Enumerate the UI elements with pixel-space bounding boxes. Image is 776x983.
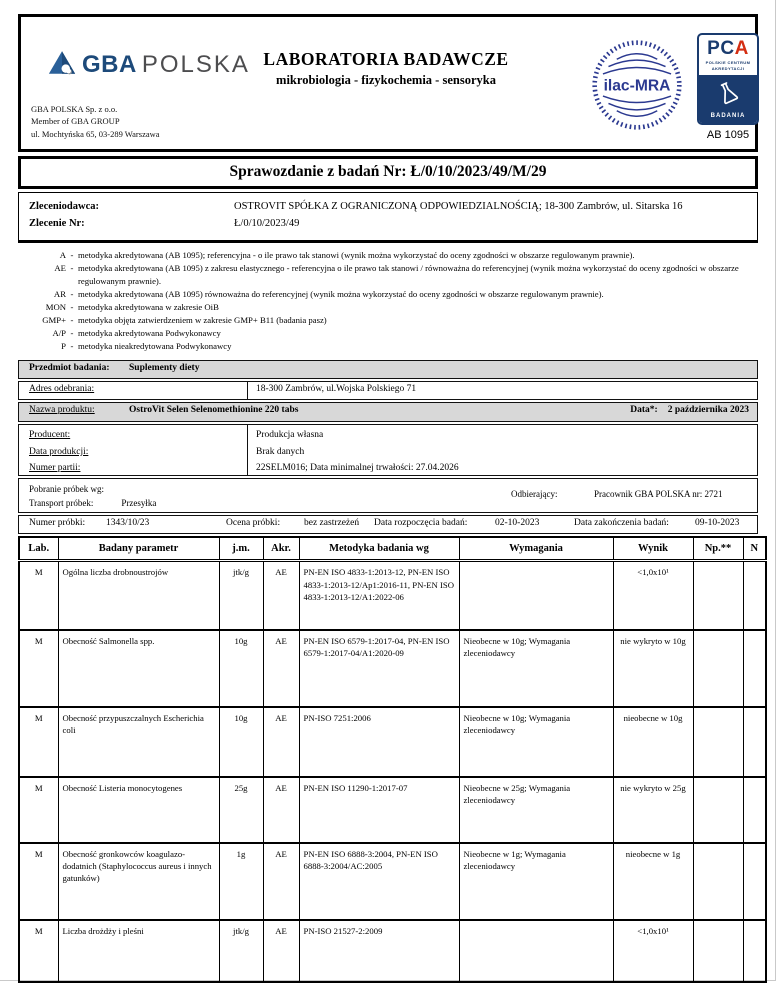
cell-req: Nieobecne w 1g; Wymagania zleceniodawcy	[459, 843, 613, 920]
producer-value: Produkcja własna	[256, 429, 324, 440]
cell-method: PN-EN ISO 4833-1:2013-12, PN-EN ISO 4833-1:2013-12/Ap1:2016-11, PN-EN ISO 4833-1:2013-12/A1:2022-06	[299, 561, 459, 630]
legend-line	[18, 340, 758, 353]
subject-row	[18, 360, 758, 379]
svg-text:ilac-MRA: ilac-MRA	[603, 77, 671, 95]
cell-n	[743, 843, 766, 920]
cell-req: Nieobecne w 10g; Wymagania zleceniodawcy	[459, 707, 613, 777]
pca-badania-panel	[699, 75, 757, 123]
legend-dash: -	[70, 249, 74, 260]
cell-result: nie wykryto w 10g	[613, 630, 693, 707]
cell-akr: AE	[263, 561, 299, 630]
legend-text: metodyka nieakredytowana Podwykonawcy	[78, 340, 232, 351]
cell-akr: AE	[263, 843, 299, 920]
company-line: ul. Mochtyńska 65, 03-289 Warszawa	[31, 128, 160, 139]
receiver-label: Odbierający:	[511, 488, 558, 499]
cell-result: nie wykryto w 25g	[613, 777, 693, 843]
legend-text: metodyka objęta zatwierdzeniem w zakresie GMP+ B11 (badania pasz)	[78, 314, 327, 325]
company-address	[31, 103, 160, 140]
methodology-legend	[18, 249, 758, 353]
production-date-label: Data produkcji:	[29, 446, 89, 457]
cell-np	[693, 561, 743, 630]
col-header-np: Np.**	[693, 537, 743, 561]
batch-label: Numer partii:	[29, 463, 81, 474]
cell-lab: M	[19, 630, 58, 707]
cell-method: PN-EN ISO 6579-1:2017-04, PN-EN ISO 6579-1:2017-04/A1:2020-09	[299, 630, 459, 707]
end-date-value: 09-10-2023	[695, 518, 740, 529]
report-title: Sprawozdanie z badań Nr: Ł/0/10/2023/49/M/29	[18, 156, 758, 189]
table-row	[19, 920, 766, 982]
ilac-mra-logo-icon	[591, 39, 683, 131]
legend-text: metodyka akredytowana (AB 1095) równoważna do referencyjnej (wynik można wykorzystać do oceny zgodności w obszarze regulowanym prawnie).	[78, 288, 604, 299]
production-date-value: Brak danych	[256, 446, 305, 457]
sample-number-row	[18, 515, 758, 534]
sample-no-label: Numer próbki:	[29, 518, 86, 529]
sampling-label: Pobranie próbek wg:	[29, 483, 104, 494]
cell-lab: M	[19, 561, 58, 630]
cell-lab: M	[19, 707, 58, 777]
col-header-method: Metodyka badania wg	[299, 537, 459, 561]
cell-np	[693, 920, 743, 982]
cell-np	[693, 707, 743, 777]
receiver-value: Pracownik GBA POLSKA nr: 2721	[594, 488, 723, 499]
cell-np	[693, 630, 743, 707]
table-row	[19, 707, 766, 777]
cell-param: Ogólna liczba drobnoustrojów	[58, 561, 219, 630]
col-header-param: Badany parametr	[58, 537, 219, 561]
transport-value: Przesyłka	[121, 498, 157, 509]
sampling-date	[630, 405, 749, 415]
cell-req: Nieobecne w 25g; Wymagania zleceniodawcy	[459, 777, 613, 843]
cell-akr: AE	[263, 707, 299, 777]
polska-logo-text: POLSKA	[141, 51, 250, 78]
legend-text: metodyka akredytowana w zakresie OiB	[78, 301, 219, 312]
cell-lab: M	[19, 777, 58, 843]
legend-line	[18, 249, 758, 262]
legend-dash: -	[70, 314, 74, 325]
order-label: Zlecenie Nr:	[29, 217, 85, 229]
cell-lab: M	[19, 920, 58, 982]
legend-line	[18, 327, 758, 340]
table-row	[19, 561, 766, 630]
col-header-akr: Akr.	[263, 537, 299, 561]
client-label: Zleceniodawca:	[29, 201, 99, 212]
col-header-req: Wymagania	[459, 537, 613, 561]
product-row	[18, 402, 758, 422]
legend-line	[18, 301, 758, 314]
cell-unit: 10g	[219, 630, 263, 707]
address-row	[18, 381, 758, 400]
cell-akr: AE	[263, 920, 299, 982]
cell-param: Obecność przypuszczalnych Escherichia coli	[58, 707, 219, 777]
pca-subtext: POLSKIE CENTRUM AKREDYTACJI	[705, 60, 751, 71]
sample-info	[18, 360, 758, 534]
subject-label: Przedmiot badania:	[29, 362, 110, 373]
cell-param: Obecność gronkowców koagulazo-dodatnich (Staphylococcus aureus i innych gatunków)	[58, 843, 219, 920]
header-box	[18, 14, 758, 152]
address-label: Adres odebrania:	[29, 383, 95, 394]
legend-term: GMP+	[42, 314, 66, 325]
legend-term: P	[61, 340, 66, 351]
pca-logo-text: PCA	[707, 38, 749, 59]
legend-line	[18, 288, 758, 301]
pca-badge	[697, 33, 759, 125]
company-line: Member of GBA GROUP	[31, 116, 120, 127]
results-table	[18, 536, 767, 983]
report-page	[18, 14, 765, 983]
order-value: Ł/0/10/2023/49	[234, 217, 300, 229]
cell-unit: 25g	[219, 777, 263, 843]
table-row	[19, 777, 766, 843]
lab-title-block	[221, 49, 551, 88]
accreditation-number: AB 1095	[706, 129, 750, 141]
legend-term: A	[59, 249, 66, 260]
table-row	[19, 630, 766, 707]
subject-value: Suplementy diety	[129, 362, 200, 373]
address-value: 18-300 Zambrów, ul.Wojska Polskiego 71	[256, 383, 417, 394]
client-box	[18, 192, 758, 243]
sampling-transport-row	[18, 478, 758, 513]
date-value: 2 października 2023	[667, 404, 749, 415]
start-date-label: Data rozpoczęcia badań:	[374, 518, 468, 529]
cell-result: <1,0x10¹	[613, 920, 693, 982]
cell-req: Nieobecne w 10g; Wymagania zleceniodawcy	[459, 630, 613, 707]
cell-n	[743, 920, 766, 982]
batch-value: 22SELM016; Data minimalnej trwałości: 27.04.2026	[256, 463, 459, 474]
order-row	[19, 216, 757, 233]
cell-param: Obecność Listeria monocytogenes	[58, 777, 219, 843]
col-header-n: N	[743, 537, 766, 561]
cell-method: PN-EN ISO 11290-1:2017-07	[299, 777, 459, 843]
cell-param: Obecność Salmonella spp.	[58, 630, 219, 707]
cell-method: PN-ISO 21527-2:2009	[299, 920, 459, 982]
legend-term: A/P	[52, 327, 66, 338]
lab-subtitle: mikrobiologia - fizykochemia - sensoryka	[276, 73, 496, 87]
col-header-result: Wynik	[613, 537, 693, 561]
legend-term: AE	[54, 262, 66, 273]
product-value: OstroVit Selen Selenomethionine 220 tabs	[129, 404, 299, 415]
legend-text: metodyka akredytowana (AB 1095) z zakresu elastycznego - referencyjna o ile prawo tak stanowi / równoważna do referencyjnej (wynik można wykorzystać do oceny zgodności w obszarze regulowanym prawnie).	[78, 262, 739, 286]
results-header-row	[19, 537, 766, 561]
end-date-label: Data zakończenia badań:	[574, 518, 669, 529]
legend-term: AR	[53, 288, 66, 299]
cell-unit: 10g	[219, 707, 263, 777]
cell-np	[693, 777, 743, 843]
cell-akr: AE	[263, 777, 299, 843]
col-header-lab: Lab.	[19, 537, 58, 561]
cell-method: PN-EN ISO 6888-3:2004, PN-EN ISO 6888-3:2004/AC:2005	[299, 843, 459, 920]
cell-method: PN-ISO 7251:2006	[299, 707, 459, 777]
assessment-label: Ocena próbki:	[226, 518, 281, 529]
transport-label: Transport próbek:	[29, 498, 94, 509]
gba-triangle-icon	[47, 49, 77, 81]
legend-dash: -	[70, 262, 74, 273]
cell-n	[743, 777, 766, 843]
cell-np	[693, 843, 743, 920]
cell-result: nieobecne w 10g	[613, 707, 693, 777]
cell-akr: AE	[263, 630, 299, 707]
client-row	[19, 199, 757, 216]
start-date-value: 02-10-2023	[495, 518, 540, 529]
legend-dash: -	[70, 301, 74, 312]
cell-req	[459, 561, 613, 630]
cell-n	[743, 707, 766, 777]
lab-title: LABORATORIA BADAWCZE	[263, 49, 509, 69]
legend-text: metodyka akredytowana Podwykonawcy	[78, 327, 221, 338]
gba-logo	[47, 49, 250, 81]
cell-n	[743, 630, 766, 707]
legend-dash: -	[70, 340, 74, 351]
pca-accreditation	[697, 33, 759, 141]
table-row	[19, 843, 766, 920]
cell-req	[459, 920, 613, 982]
legend-line	[18, 262, 758, 288]
producer-label: Producent:	[29, 429, 71, 440]
legend-line	[18, 314, 758, 327]
gba-logo-text: GBA	[82, 51, 137, 78]
cell-unit: jtk/g	[219, 561, 263, 630]
cell-param: Liczba drożdży i pleśni	[58, 920, 219, 982]
assessment-value: bez zastrzeżeń	[304, 518, 360, 529]
company-line: GBA POLSKA Sp. z o.o.	[31, 104, 118, 114]
flask-icon	[715, 80, 741, 111]
product-label: Nazwa produktu:	[29, 404, 95, 415]
cell-lab: M	[19, 843, 58, 920]
legend-term: MON	[45, 301, 66, 312]
pca-badania-label: BADANIA	[710, 112, 746, 119]
sample-no-value: 1343/10/23	[106, 518, 150, 529]
col-header-unit: j.m.	[219, 537, 263, 561]
producer-block	[18, 424, 758, 476]
date-label: Data*:	[630, 404, 658, 415]
cell-n	[743, 561, 766, 630]
legend-text: metodyka akredytowana (AB 1095); referencyjna - o ile prawo tak stanowi (wynik można wykorzystać do oceny zgodności w obszarze regulowanym prawnie).	[78, 249, 635, 260]
cell-unit: 1g	[219, 843, 263, 920]
client-value: OSTROVIT SPÓŁKA Z OGRANICZONĄ ODPOWIEDZIALNOŚCIĄ; 18-300 Zambrów, ul. Sitarska 16	[234, 201, 683, 212]
legend-dash: -	[70, 288, 74, 299]
cell-result: nieobecne w 1g	[613, 843, 693, 920]
cell-result: <1,0x10¹	[613, 561, 693, 630]
legend-dash: -	[70, 327, 74, 338]
cell-unit: jtk/g	[219, 920, 263, 982]
